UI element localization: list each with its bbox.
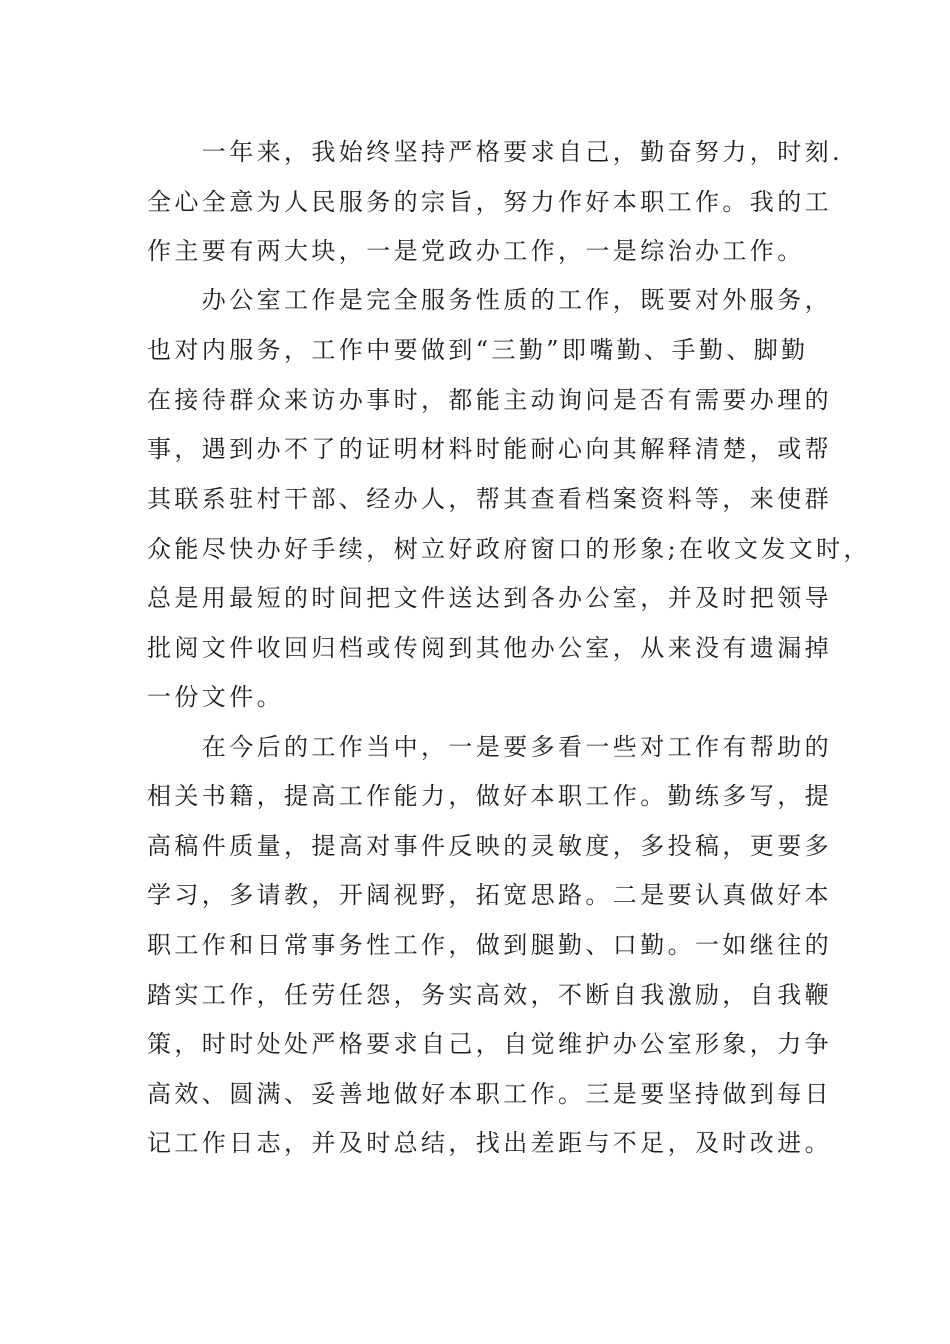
paragraph-2-line-9: 一份文件。 bbox=[147, 683, 284, 711]
paragraph-3-line-1: 在今后的工作当中，一是要多看一些对工作有帮助的 bbox=[147, 733, 832, 761]
paragraph-1-line-2: 全心全意为人民服务的宗旨，努力作好本职工作。我的工 bbox=[147, 188, 832, 216]
paragraph-2-line-3: 在接待群众来访办事时，都能主动询问是否有需要办理的 bbox=[147, 386, 832, 414]
paragraph-2-line-4: 事，遇到办不了的证明材料时能耐心向其解释清楚，或帮 bbox=[147, 435, 832, 463]
paragraph-1-line-3: 作主要有两大块，一是党政办工作，一是综治办工作。 bbox=[147, 237, 805, 265]
paragraph-3-line-8: 高效、圆满、妥善地做好本职工作。三是要坚持做到每日 bbox=[147, 1080, 832, 1108]
paragraph-3-line-5: 职工作和日常事务性工作，做到腿勤、口勤。一如继往的 bbox=[147, 931, 832, 959]
paragraph-2-line-8: 批阅文件收回归档或传阅到其他办公室，从来没有遗漏掉 bbox=[147, 634, 832, 662]
paragraph-3-line-2: 相关书籍，提高工作能力，做好本职工作。勤练多写，提 bbox=[147, 782, 832, 810]
paragraph-2-line-1: 办公室工作是完全服务性质的工作，既要对外服务， bbox=[147, 286, 832, 314]
paragraph-2-line-5: 其联系驻村干部、经办人，帮其查看档案资料等，来使群 bbox=[147, 485, 832, 513]
paragraph-2-line-2: 也对内服务，工作中要做到“三勤”即嘴勤、手勤、脚勤 bbox=[147, 336, 809, 364]
paragraph-3-line-7: 策，时时处处严格要求自己，自觉维护办公室形象，力争 bbox=[147, 1030, 832, 1058]
paragraph-3-line-3: 高稿件质量，提高对事件反映的灵敏度，多投稿，更要多 bbox=[147, 832, 832, 860]
paragraph-1-line-1: 一年来，我始终坚持严格要求自己，勤奋努力，时刻. bbox=[147, 138, 844, 166]
paragraph-2-line-7: 总是用最短的时间把文件送达到各办公室，并及时把领导 bbox=[147, 584, 832, 612]
paragraph-2-line-6: 众能尽快办好手续，树立好政府窗口的形象;在收文发文时， bbox=[147, 535, 871, 563]
paragraph-3-line-4: 学习，多请教，开阔视野，拓宽思路。二是要认真做好本 bbox=[147, 881, 832, 909]
paragraph-3-line-6: 踏实工作，任劳任怨，务实高效，不断自我激励，自我鞭 bbox=[147, 981, 832, 1009]
paragraph-3-line-9: 记工作日志，并及时总结，找出差距与不足，及时改进。 bbox=[147, 1129, 832, 1157]
